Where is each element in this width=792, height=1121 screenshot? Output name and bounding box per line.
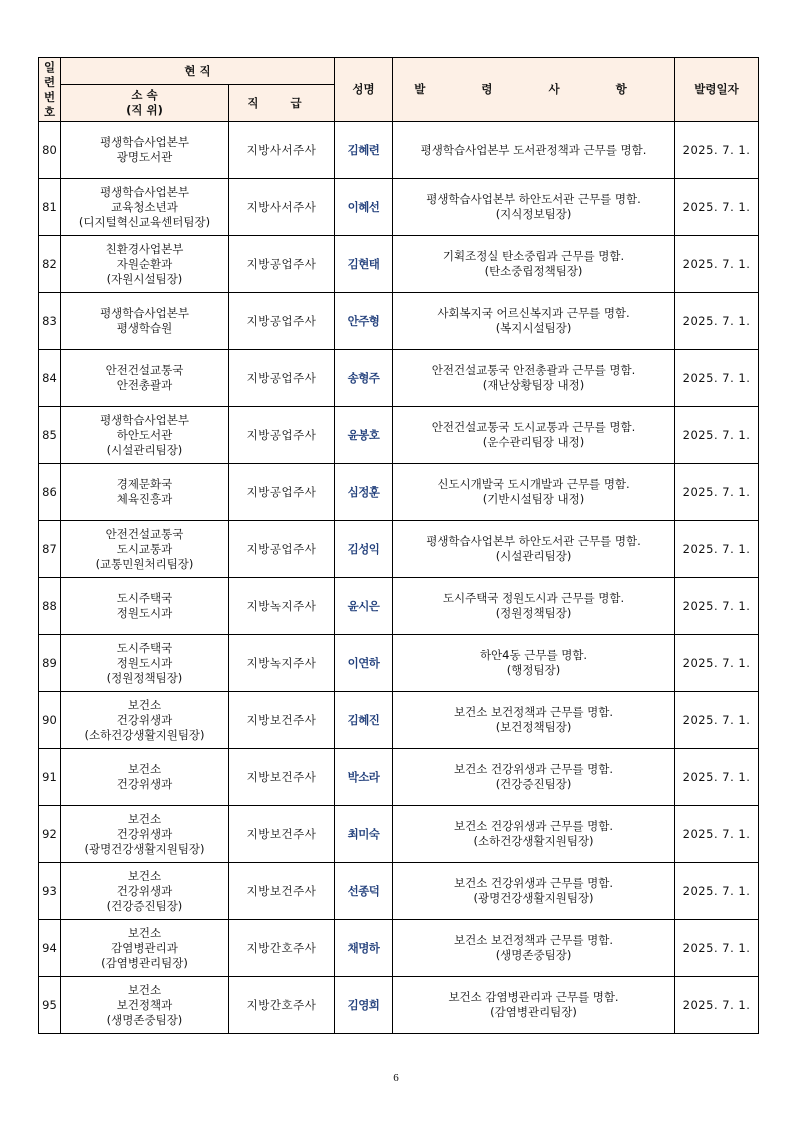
department-line: 보건정책과 [116,997,173,1012]
seq-header [39,58,61,122]
department-line: 평생학습사업본부 [100,135,189,149]
row-number: 90 [39,692,61,749]
row-number: 88 [39,578,61,635]
department-cell [61,122,229,179]
department-cell [61,350,229,407]
name-cell: 채명하 [335,920,393,977]
order-line: (소하건강생활지원팀장) [473,834,594,848]
order-cell [393,806,675,863]
order-line: 기획조정실 탄소중립과 근무를 명함. [442,249,625,263]
department-line: 친환경사업본부 [105,241,184,256]
department-header-line: (직 위) [126,103,163,117]
grade-header [229,85,335,122]
order-line: 보건소 건강위생과 근무를 명함. [453,876,614,890]
name-cell: 박소라 [335,749,393,806]
table-row [39,578,759,635]
order-line: 보건소 건강위생과 근무를 명함. [453,762,614,776]
grade-cell: 지방사서주사 [229,179,335,236]
row-number: 80 [39,122,61,179]
department-cell [61,236,229,293]
table-row [39,464,759,521]
personnel-order-table [38,57,759,1034]
department-line: (소하건강생활지원팀장) [84,727,205,742]
table-body [39,122,759,1034]
order-line: (생명존중팀장) [495,948,572,962]
table-row [39,293,759,350]
current-position-header [61,58,335,85]
name-cell: 송형주 [335,350,393,407]
grade-cell: 지방공업주사 [229,407,335,464]
date-cell: 2025. 7. 1. [675,920,759,977]
department-line: (생명존중팀장) [106,1012,183,1027]
date-cell: 2025. 7. 1. [675,806,759,863]
order-cell [393,464,675,521]
grade-cell: 지방공업주사 [229,464,335,521]
department-line: (감염병관리팀장) [101,955,188,970]
department-line: 평생학습사업본부 [100,412,189,427]
order-cell [393,692,675,749]
date-cell: 2025. 7. 1. [675,293,759,350]
order-line: (건강증진팀장) [495,777,572,791]
department-line: 안전총괄과 [116,378,173,392]
order-cell [393,749,675,806]
department-line: (자원시설팀장) [106,271,183,286]
name-cell: 최미숙 [335,806,393,863]
date-cell: 2025. 7. 1. [675,692,759,749]
department-line: 자원순환과 [116,256,173,271]
name-cell: 심정훈 [335,464,393,521]
grade-cell: 지방공업주사 [229,236,335,293]
order-line: (시설관리팀장) [495,549,572,563]
department-cell [61,863,229,920]
name-cell: 김혜련 [335,122,393,179]
department-line: (교통민원처리팀장) [95,556,194,571]
order-line: 하안4동 근무를 명함. [479,648,588,662]
order-cell [393,863,675,920]
department-line: 건강위생과 [116,712,173,727]
department-line: 평생학습원 [116,321,173,335]
grade-cell: 지방보건주사 [229,863,335,920]
department-line: 건강위생과 [116,883,173,898]
date-cell: 2025. 7. 1. [675,179,759,236]
table-row [39,920,759,977]
name-cell: 김영희 [335,977,393,1034]
order-header [393,58,675,122]
department-cell [61,806,229,863]
row-number: 86 [39,464,61,521]
seq-header-char: 번 [43,89,56,104]
table-row [39,635,759,692]
order-line: 평생학습사업본부 하안도서관 근무를 명함. [426,192,641,206]
department-line: 보건소 [127,982,162,997]
order-line: (정원정책팀장) [495,606,572,620]
order-line: 보건소 보건정책과 근무를 명함. [453,933,614,947]
order-line: (지식정보팀장) [495,207,572,221]
grade-cell: 지방공업주사 [229,350,335,407]
grade-cell: 지방사서주사 [229,122,335,179]
order-cell [393,122,675,179]
order-cell [393,977,675,1034]
department-cell [61,179,229,236]
grade-cell: 지방공업주사 [229,293,335,350]
department-line: 도시주택국 [116,640,173,655]
department-line: 안전건설교통국 [105,363,184,377]
table-row [39,407,759,464]
row-number: 87 [39,521,61,578]
date-header-label: 발령일자 [694,82,739,96]
order-header-label: 발 령 사 항 [414,82,653,96]
order-cell [393,920,675,977]
order-cell [393,578,675,635]
table-row [39,122,759,179]
order-line: 보건소 건강위생과 근무를 명함. [453,819,614,833]
date-header [675,58,759,122]
order-line: (운수관리팀장 내정) [482,435,585,449]
name-cell: 김혜진 [335,692,393,749]
order-line: 신도시개발국 도시개발과 근무를 명함. [437,477,630,491]
date-cell: 2025. 7. 1. [675,578,759,635]
date-cell: 2025. 7. 1. [675,635,759,692]
department-line: (건강증진팀장) [106,898,183,913]
department-line: 보건소 [127,925,162,940]
name-cell: 안주형 [335,293,393,350]
seq-header-char: 호 [43,104,56,119]
row-number: 92 [39,806,61,863]
department-header [61,85,229,122]
page-number: 6 [393,1072,399,1084]
department-line: 보건소 [127,868,162,883]
department-line: 건강위생과 [116,826,173,841]
table-row [39,806,759,863]
order-line: (재난상황팀장 내정) [482,378,585,392]
department-line: 경제문화국 [116,477,173,491]
grade-cell: 지방공업주사 [229,521,335,578]
name-cell: 이혜선 [335,179,393,236]
order-line: (보건정책팀장) [495,720,572,734]
department-line: 정원도시과 [116,655,173,670]
department-cell [61,578,229,635]
row-number: 93 [39,863,61,920]
grade-cell: 지방보건주사 [229,749,335,806]
department-cell [61,977,229,1034]
seq-header-char: 련 [43,74,56,89]
order-line: 평생학습사업본부 하안도서관 근무를 명함. [426,534,641,548]
name-cell: 윤시은 [335,578,393,635]
order-line: 평생학습사업본부 도서관정책과 근무를 명함. [420,142,647,157]
order-line: 안전건설교통국 도시교통과 근무를 명함. [431,420,636,434]
grade-header-label: 직 급 [247,95,316,110]
department-line: (시설관리팀장) [106,442,183,457]
department-cell [61,407,229,464]
grade-cell: 지방보건주사 [229,806,335,863]
table-row [39,692,759,749]
department-line: 교육청소년과 [111,199,178,214]
seq-header-char: 일 [43,59,56,74]
row-number: 82 [39,236,61,293]
name-cell: 김현태 [335,236,393,293]
table-row [39,521,759,578]
date-cell: 2025. 7. 1. [675,863,759,920]
grade-cell: 지방간호주사 [229,920,335,977]
name-cell: 윤봉호 [335,407,393,464]
department-cell [61,749,229,806]
order-line: (감염병관리팀장) [490,1005,577,1019]
grade-cell: 지방녹지주사 [229,635,335,692]
department-line: (정원정책팀장) [106,670,183,685]
department-line: 보건소 [127,697,162,712]
grade-cell: 지방보건주사 [229,692,335,749]
order-line: (기반시설팀장 내정) [482,492,585,506]
order-cell [393,179,675,236]
name-cell: 이연하 [335,635,393,692]
table-row [39,977,759,1034]
department-line: (광명건강생활지원팀장) [84,841,205,856]
department-line: (디지털혁신교육센터팀장) [78,214,211,229]
department-line: 하안도서관 [116,427,173,442]
order-cell [393,407,675,464]
department-line: 건강위생과 [116,777,173,791]
order-line: 보건소 보건정책과 근무를 명함. [453,705,614,719]
date-cell: 2025. 7. 1. [675,977,759,1034]
department-line: 감염병관리과 [111,940,178,955]
table-row [39,236,759,293]
date-cell: 2025. 7. 1. [675,407,759,464]
department-line: 보건소 [127,811,162,826]
date-cell: 2025. 7. 1. [675,236,759,293]
order-cell [393,236,675,293]
date-cell: 2025. 7. 1. [675,749,759,806]
row-number: 83 [39,293,61,350]
row-number: 81 [39,179,61,236]
department-cell [61,521,229,578]
department-cell [61,464,229,521]
table-row [39,749,759,806]
row-number: 94 [39,920,61,977]
row-number: 89 [39,635,61,692]
date-cell: 2025. 7. 1. [675,464,759,521]
department-cell [61,635,229,692]
order-line: 보건소 감염병관리과 근무를 명함. [448,990,619,1004]
order-cell [393,350,675,407]
department-line: 평생학습사업본부 [100,184,189,199]
department-cell [61,293,229,350]
order-line: 도시주택국 정원도시과 근무를 명함. [442,591,625,605]
department-line: 평생학습사업본부 [100,306,189,320]
grade-cell: 지방간호주사 [229,977,335,1034]
order-line: (탄소중립정책팀장) [484,264,583,278]
department-line: 안전건설교통국 [105,526,184,541]
name-header-label: 성명 [352,82,375,96]
table-row [39,350,759,407]
order-line: (광명건강생활지원팀장) [473,891,594,905]
department-cell [61,920,229,977]
department-header-line: 소 속 [131,88,158,102]
department-line: 보건소 [127,762,162,776]
order-line: 안전건설교통국 안전총괄과 근무를 명함. [431,363,636,377]
department-line: 광명도서관 [116,150,173,164]
name-header [335,58,393,122]
grade-cell: 지방녹지주사 [229,578,335,635]
department-cell [61,692,229,749]
date-cell: 2025. 7. 1. [675,350,759,407]
order-line: 사회복지국 어르신복지과 근무를 명함. [437,306,630,320]
department-line: 도시주택국 [116,591,173,605]
order-line: (행정팀장) [506,663,561,677]
date-cell: 2025. 7. 1. [675,521,759,578]
current-position-label: 현 직 [184,63,211,78]
table-row [39,179,759,236]
order-cell [393,293,675,350]
order-cell [393,521,675,578]
department-line: 도시교통과 [116,541,173,556]
row-number: 84 [39,350,61,407]
order-cell [393,635,675,692]
name-cell: 김성익 [335,521,393,578]
name-cell: 선종덕 [335,863,393,920]
order-line: (복지시설팀장) [495,321,572,335]
row-number: 95 [39,977,61,1034]
department-line: 체육진흥과 [116,492,173,506]
department-line: 정원도시과 [116,606,173,620]
date-cell: 2025. 7. 1. [675,122,759,179]
row-number: 91 [39,749,61,806]
row-number: 85 [39,407,61,464]
table-row [39,863,759,920]
